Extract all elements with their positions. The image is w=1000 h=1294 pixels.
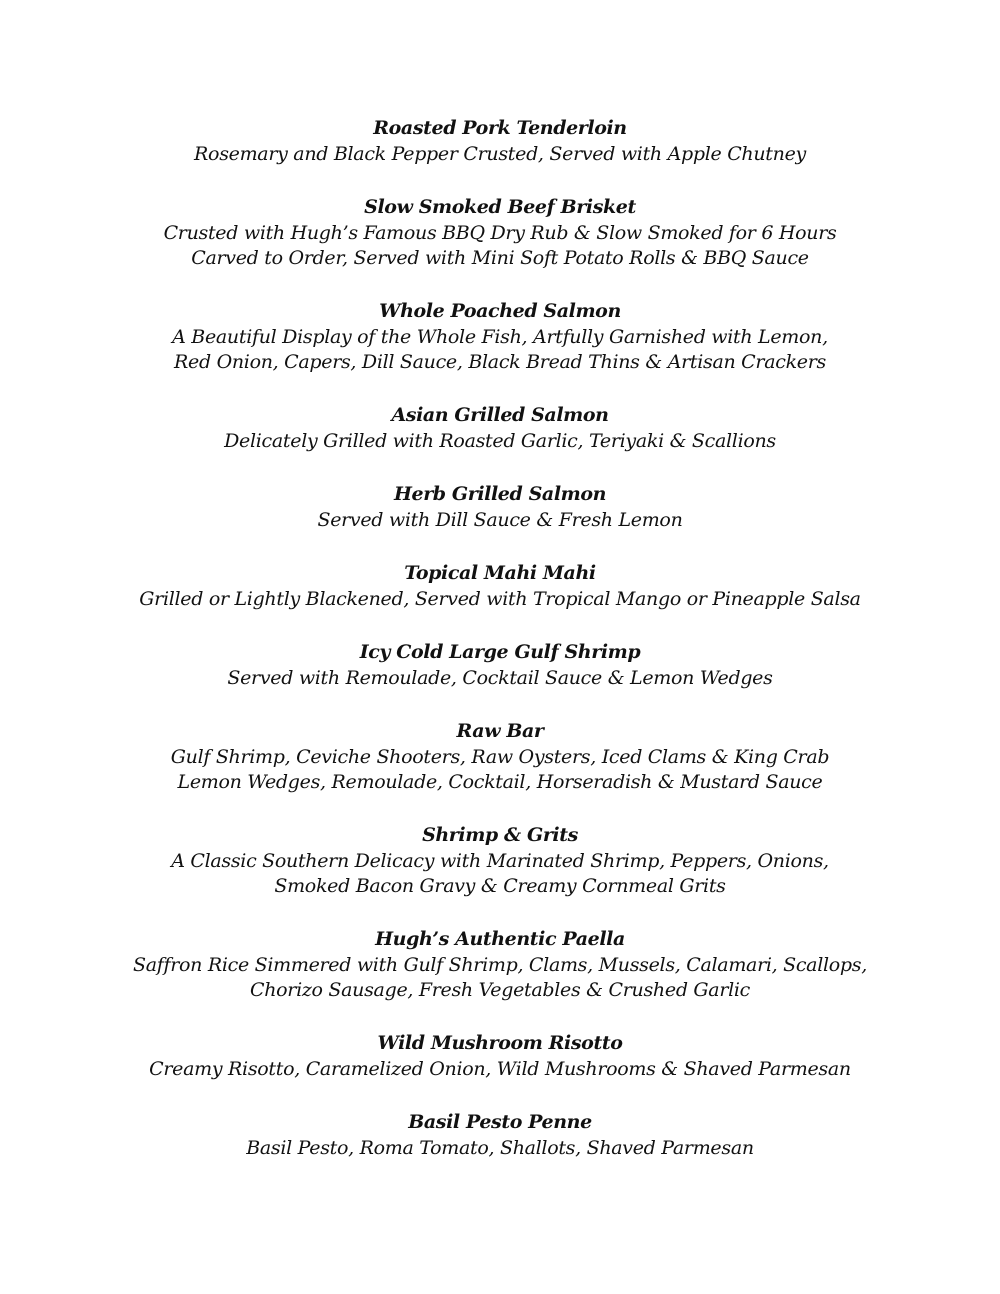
menu-item-description: Carved to Order, Served with Mini Soft Potato Rolls & BBQ Sauce [191,247,809,269]
menu-item-topical-mahi-mahi [0,559,1000,612]
menu-item-description: A Classic Southern Delicacy with Marinated Shrimp, Peppers, Onions, [171,850,829,872]
menu-item-description: Gulf Shrimp, Ceviche Shooters, Raw Oysters, Iced Clams & King Crab [170,746,830,768]
menu-item-hughs-authentic-paella [0,925,1000,1003]
menu-item-description: Smoked Bacon Gravy & Creamy Cornmeal Grits [274,875,726,897]
menu-item-title: Whole Poached Salmon [379,300,621,322]
menu-item-title: Wild Mushroom Risotto [377,1032,623,1054]
menu-item-description: Served with Dill Sauce & Fresh Lemon [317,509,683,531]
menu-item-title: Shrimp & Grits [422,824,578,846]
menu-item-title: Hugh’s Authentic Paella [375,928,625,950]
menu-item-title: Raw Bar [456,720,544,742]
menu-item-herb-grilled-salmon [0,480,1000,533]
menu-item-description: Served with Remoulade, Cocktail Sauce & Lemon Wedges [227,667,773,689]
menu-item-wild-mushroom-risotto [0,1029,1000,1082]
menu-item-description: Grilled or Lightly Blackened, Served with Tropical Mango or Pineapple Salsa [139,588,861,610]
menu-item-basil-pesto-penne [0,1108,1000,1161]
menu-item-description: Creamy Risotto, Caramelized Onion, Wild Mushrooms & Shaved Parmesan [149,1058,851,1080]
menu-item-roasted-pork-tenderloin [0,114,1000,167]
menu-item-title: Topical Mahi Mahi [404,562,596,584]
menu-item-description: Red Onion, Capers, Dill Sauce, Black Bread Thins & Artisan Crackers [174,351,826,373]
menu-item-title: Roasted Pork Tenderloin [373,117,627,139]
menu-item-title: Slow Smoked Beef Brisket [364,196,636,218]
menu-item-slow-smoked-beef-brisket [0,193,1000,271]
menu-item-description: Delicately Grilled with Roasted Garlic, Teriyaki & Scallions [224,430,776,452]
menu-item-description: Lemon Wedges, Remoulade, Cocktail, Horseradish & Mustard Sauce [177,771,823,793]
menu-list [0,114,1000,1187]
menu-item-description: Chorizo Sausage, Fresh Vegetables & Crushed Garlic [249,979,751,1001]
menu-item-title: Basil Pesto Penne [408,1111,592,1133]
menu-item-description: Basil Pesto, Roma Tomato, Shallots, Shaved Parmesan [246,1137,754,1159]
menu-item-title: Herb Grilled Salmon [393,483,607,505]
menu-item-description: Crusted with Hugh’s Famous BBQ Dry Rub & Slow Smoked for 6 Hours [163,222,837,244]
menu-item-shrimp-and-grits [0,821,1000,899]
menu-item-description: Rosemary and Black Pepper Crusted, Served with Apple Chutney [194,143,806,165]
menu-item-description: A Beautiful Display of the Whole Fish, Artfully Garnished with Lemon, [172,326,828,348]
menu-item-title: Icy Cold Large Gulf Shrimp [359,641,641,663]
menu-item-raw-bar [0,717,1000,795]
menu-item-icy-cold-large-gulf-shrimp [0,638,1000,691]
menu-item-whole-poached-salmon [0,297,1000,375]
menu-item-asian-grilled-salmon [0,401,1000,454]
menu-item-description: Saffron Rice Simmered with Gulf Shrimp, Clams, Mussels, Calamari, Scallops, [133,954,867,976]
menu-item-title: Asian Grilled Salmon [391,404,609,426]
